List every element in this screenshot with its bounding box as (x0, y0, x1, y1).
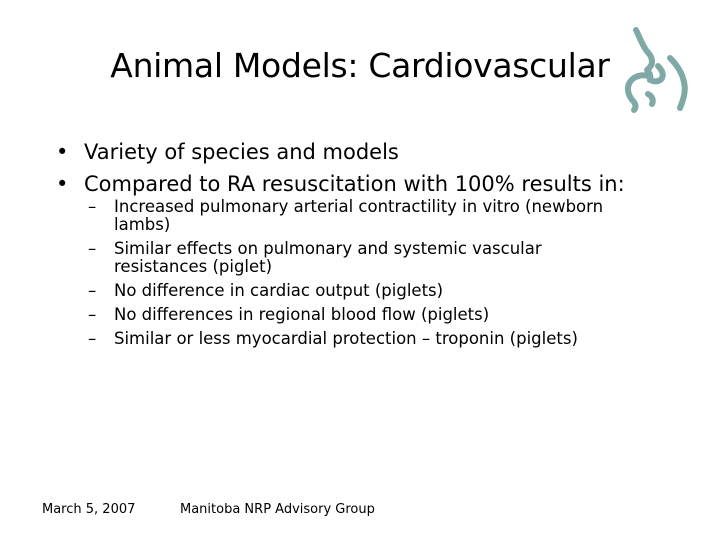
sub-bullet-item (88, 240, 628, 276)
sub-bullet-item (88, 282, 628, 300)
bullet-dot: • (56, 140, 69, 164)
bullet-text: Compared to RA resuscitation with 100% results in: (84, 172, 625, 196)
sub-bullet-text: Similar effects on pulmonary and systemic vascular resistances (piglet) (114, 239, 542, 276)
bullet-dot: • (56, 172, 69, 196)
sub-bullet-item (88, 198, 628, 234)
dash-marker: – (88, 305, 97, 324)
sub-bullet-text: Increased pulmonary arterial contractility in vitro (newborn lambs) (114, 197, 604, 234)
bullet-item (56, 136, 625, 168)
bullet-item (56, 168, 625, 200)
dash-marker: – (88, 329, 97, 348)
sub-bullet-item (88, 330, 628, 348)
sub-bullet-text: Similar or less myocardial protection – troponin (piglets) (114, 329, 578, 348)
dash-marker: – (88, 239, 97, 258)
sub-bullet-list (88, 198, 628, 354)
footer-date: March 5, 2007 (42, 502, 136, 517)
sub-bullet-text: No difference in cardiac output (piglets) (114, 281, 444, 300)
dash-marker: – (88, 197, 97, 216)
mother-child-profile-icon (618, 24, 698, 114)
bullet-text: Variety of species and models (84, 140, 399, 164)
sub-bullet-text: No differences in regional blood flow (piglets) (114, 305, 490, 324)
footer-organization: Manitoba NRP Advisory Group (180, 502, 375, 517)
slide-title: Animal Models: Cardiovascular (110, 46, 610, 85)
sub-bullet-item (88, 306, 628, 324)
main-bullet-list (56, 136, 625, 200)
dash-marker: – (88, 281, 97, 300)
